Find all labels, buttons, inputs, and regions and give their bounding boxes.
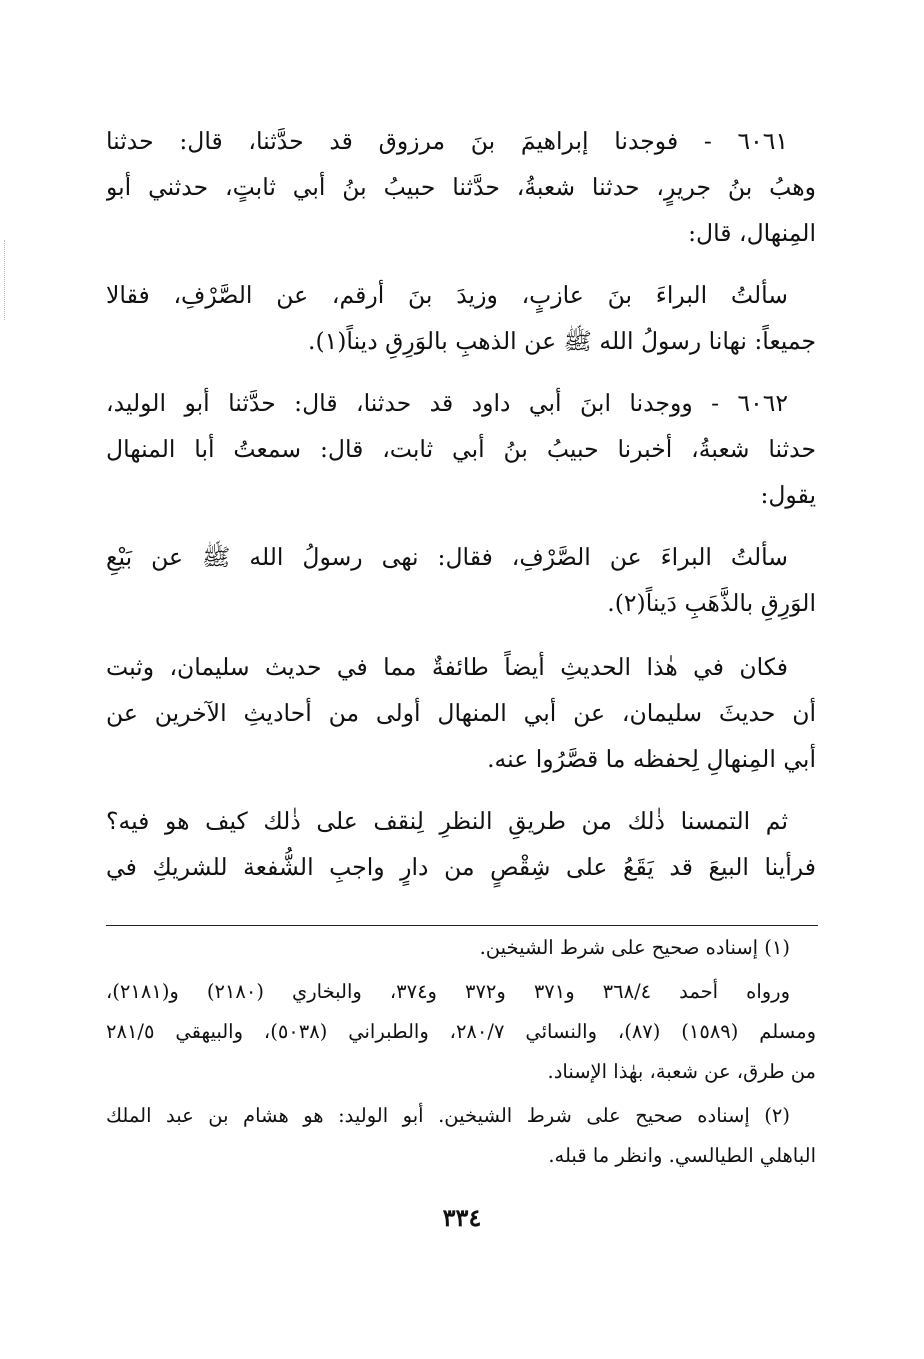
commentary-paragraph bbox=[106, 644, 816, 782]
footnote-1-sources bbox=[106, 972, 816, 1092]
text-line: أبي المِنهالِ لِحفظه ما قصَّرُوا عنه. bbox=[487, 745, 816, 773]
footnote-separator bbox=[106, 925, 818, 926]
hadith-6062-isnad bbox=[106, 380, 816, 518]
text-line: أن حديثَ سليمان، عن أبي المنهال أولى من أحاديثِ الآخرين عن bbox=[106, 699, 816, 727]
text-line: الوَرِقِ بالذَّهَبِ دَيناً(٢). bbox=[607, 589, 816, 617]
text-line: وهبُ بنُ جريرٍ، حدثنا شعبةُ، حدَّثنا حبيبُ بنُ أبي ثابتٍ، حدثني أبو bbox=[106, 173, 816, 201]
text-line: فرأينا البيعَ قد يَقَعُ على شِقْصٍ من دارٍ واجبِ الشُّفعة للشريكِ في bbox=[106, 853, 816, 881]
text-line: جميعاً: نهانا رسولُ الله ﷺ عن الذهبِ بالوَرِقِ ديناً(١). bbox=[308, 327, 816, 355]
text-line: ثم التمسنا ذٰلك من طريقِ النظرِ لِنقف على ذٰلك كيف هو فيه؟ bbox=[106, 807, 788, 835]
scan-edge-mark bbox=[4, 240, 7, 320]
footnote-line: الباهلي الطيالسي. وانظر ما قبله. bbox=[548, 1144, 816, 1167]
text-line: ٦٠٦٢ - ووجدنا ابنَ أبي داود قد حدثنا، قال: حدَّثنا أبو الوليد، bbox=[106, 389, 788, 417]
text-line: فكان في هٰذا الحديثِ أيضاً طائفةٌ مما في حديث سليمان، وثبت bbox=[106, 653, 788, 681]
footnote-1 bbox=[106, 928, 816, 968]
footnote-line: من طرق، عن شعبة، بهٰذا الإسناد. bbox=[547, 1060, 816, 1083]
footnote-line: ومسلم (١٥٨٩) (٨٧)، والنسائي ٢٨٠/٧، والطبراني (٥٠٣٨)، والبيهقي ٢٨١/٥ bbox=[106, 1020, 816, 1043]
footnotes bbox=[106, 928, 816, 1176]
hadith-6061-isnad bbox=[106, 118, 816, 256]
text-line: ٦٠٦١ - فوجدنا إبراهيمَ بنَ مرزوق قد حدَّثنا، قال: حدثنا bbox=[106, 127, 788, 155]
hadith-6061-matn bbox=[106, 272, 816, 364]
text-line: حدثنا شعبةُ، أخبرنا حبيبُ بنُ أبي ثابت، قال: سمعتُ أبا المنهال bbox=[106, 435, 816, 463]
text-line: المِنهال، قال: bbox=[688, 219, 816, 247]
footnote-line: (٢) إسناده صحيح على شرط الشيخين. أبو الوليد: هو هشام بن عبد الملك bbox=[106, 1104, 790, 1127]
page-number: ٣٣٤ bbox=[442, 1203, 482, 1232]
text-line: سألتُ البراءَ عن الصَّرْفِ، فقال: نهى رسولُ الله ﷺ عن بَيْعِ bbox=[106, 543, 788, 571]
main-text bbox=[106, 118, 816, 890]
text-line: يقول: bbox=[760, 481, 816, 509]
footnote-2 bbox=[106, 1096, 816, 1176]
footnote-line: ورواه أحمد ٣٦٨/٤ و٣٧١ و٣٧٢ و٣٧٤، والبخاري (٢١٨٠) و(٢١٨١)، bbox=[106, 980, 790, 1003]
footnote-line: (١) إسناده صحيح على شرط الشيخين. bbox=[479, 936, 790, 959]
text-line: سألتُ البراءَ بنَ عازبٍ، وزيدَ بنَ أرقم، عن الصَّرْفِ، فقالا bbox=[106, 281, 788, 309]
hadith-6062-matn bbox=[106, 534, 816, 626]
commentary-paragraph bbox=[106, 798, 816, 890]
